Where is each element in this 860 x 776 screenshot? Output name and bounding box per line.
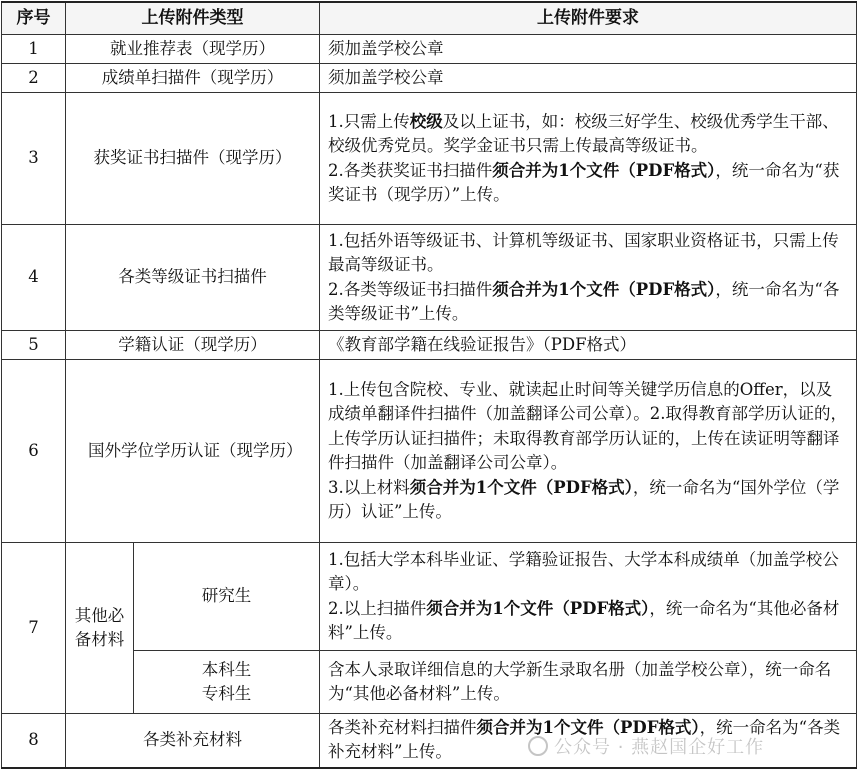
row-type: 其他必备材料 xyxy=(66,543,134,714)
row-requirement: 《教育部学籍在线验证报告》（PDF格式） xyxy=(320,331,857,360)
row-type: 就业推荐表（现学历） xyxy=(66,35,320,64)
row-requirement: 1.包括大学本科毕业证、学籍验证报告、大学本科成绩单（加盖学校公章）。 2.以上扫描件须合并为1个文件（PDF格式），统一命名为“其他必备材料”上传。 xyxy=(320,543,857,651)
table-row xyxy=(2,35,857,64)
row-num: 6 xyxy=(2,360,66,543)
watermark: 公众号 · 燕赵国企好工作 xyxy=(528,733,764,759)
row-requirement: 各类补充材料扫描件须合并为1个文件（PDF格式），统一命名为“各类补充材料”上传。 xyxy=(320,714,857,768)
row-num: 1 xyxy=(2,35,66,64)
row-type: 学籍认证（现学历） xyxy=(66,331,320,360)
table-row xyxy=(2,714,857,768)
row-requirement: 1.上传包含院校、专业、就读起止时间等关键学历信息的Offer，以及成绩单翻译件扫描件（加盖翻译公司公章）。2.取得教育部学历认证的，上传学历认证扫描件；未取得教育部学历认证的，上传在读证明等翻译件扫描件（加盖翻译公司公章）。 3.以上材料须合并为1个文件（PDF格式），统一命名为“国外学位（学历）认证”上传。 xyxy=(320,360,857,543)
row-requirement: 须加盖学校公章 xyxy=(320,35,857,64)
row-requirement: 1.只需上传校级及以上证书，如：校级三好学生、校级优秀学生干部、校级优秀党员。奖学金证书只需上传最高等级证书。 2.各类获奖证书扫描件须合并为1个文件（PDF格式），统一命名为“获奖证书（现学历）”上传。 xyxy=(320,93,857,225)
row-requirement: 含本人录取详细信息的大学新生录取名册（加盖学校公章），统一命名为“其他必备材料”上传。 xyxy=(320,651,857,714)
table-row xyxy=(2,331,857,360)
header-requirement: 上传附件要求 xyxy=(320,2,857,35)
row-type: 成绩单扫描件（现学历） xyxy=(66,64,320,93)
table-row xyxy=(2,543,857,651)
table-row xyxy=(2,360,857,543)
row-num: 8 xyxy=(2,714,66,768)
table-header-row xyxy=(2,2,857,35)
table-row xyxy=(2,93,857,225)
row-type: 各类补充材料 xyxy=(66,714,320,768)
row-requirement: 须加盖学校公章 xyxy=(320,64,857,93)
table-row xyxy=(2,225,857,331)
header-num: 序号 xyxy=(2,2,66,35)
row-type: 获奖证书扫描件（现学历） xyxy=(66,93,320,225)
row-requirement: 1.包括外语等级证书、计算机等级证书、国家职业资格证书，只需上传最高等级证书。 2.各类等级证书扫描件须合并为1个文件（PDF格式），统一命名为“各类等级证书”上传。 xyxy=(320,225,857,331)
row-num: 5 xyxy=(2,331,66,360)
table-row xyxy=(2,64,857,93)
row-num: 3 xyxy=(2,93,66,225)
row-num: 2 xyxy=(2,64,66,93)
row-num: 4 xyxy=(2,225,66,331)
attachment-requirements-table xyxy=(1,1,857,769)
row-type: 各类等级证书扫描件 xyxy=(66,225,320,331)
header-type: 上传附件类型 xyxy=(66,2,320,35)
row-num: 7 xyxy=(2,543,66,714)
row-type: 国外学位学历认证（现学历） xyxy=(66,360,320,543)
sub-type-label: 研究生 xyxy=(134,543,320,651)
sub-type-label: 本科生 专科生 xyxy=(134,651,320,714)
